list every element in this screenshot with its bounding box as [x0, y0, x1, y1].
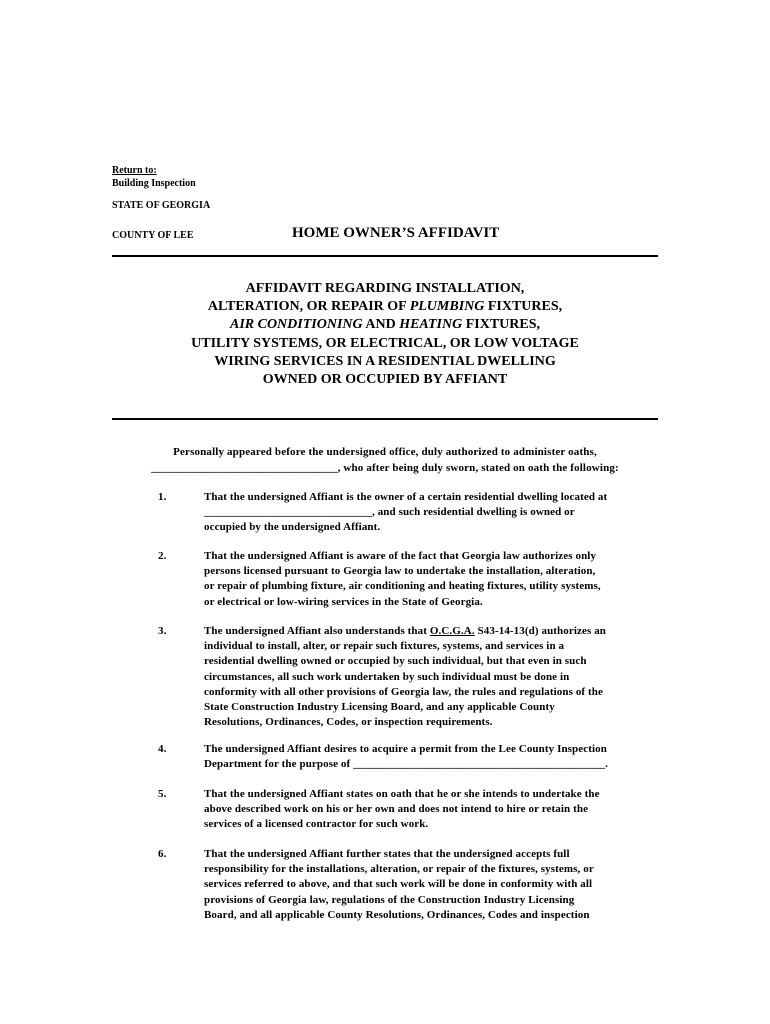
- item-line: individual to install, alter, or repair such fixtures, systems, and services in a: [204, 640, 565, 653]
- item-line: That the undersigned Affiant states on oath that he or she intends to undertake the: [204, 788, 600, 800]
- item-line: residential dwelling owned or occupied by such individual, but that even in such: [204, 655, 587, 668]
- intro-paragraph: [112, 445, 658, 476]
- item-line: circumstances, all such work undertaken by such individual must be done in: [204, 670, 570, 683]
- item-text-segment: The undersigned Affiant also understands that: [204, 625, 430, 637]
- subtitle-text: AND: [362, 317, 400, 333]
- subtitle-text: FIXTURES,: [484, 299, 563, 315]
- top-divider: [112, 255, 658, 257]
- item-number: 2.: [158, 550, 167, 562]
- subtitle-italic-text: PLUMBING: [409, 299, 485, 315]
- item-line: services referred to above, and that such work will be done in conformity with all: [204, 878, 593, 891]
- item-line: State Construction Industry Licensing Board, and any applicable County: [204, 701, 555, 714]
- department-label: Building Inspection: [112, 178, 196, 189]
- item-line: Board, and all applicable County Resolutions, Ordinances, Codes and inspection: [204, 908, 590, 921]
- item-line: or repair of plumbing fixture, air conditioning and heating fixtures, utility systems,: [204, 580, 601, 593]
- subtitle-italic-text: AIR CONDITIONING: [229, 317, 363, 333]
- item-line: That the undersigned Affiant further states that the undersigned accepts full: [204, 848, 570, 860]
- subtitle-line: WIRING SERVICES IN A RESIDENTIAL DWELLING: [214, 353, 556, 369]
- item-number: 6.: [158, 848, 167, 860]
- item-line: Department for the purpose of _____________________________________________.: [204, 758, 608, 771]
- item-number: 4.: [158, 743, 167, 755]
- intro-line: Personally appeared before the undersigned office, duly authorized to administer oaths,: [173, 446, 597, 458]
- item-line: The undersigned Affiant desires to acquire a permit from the Lee County Inspection: [204, 743, 607, 755]
- subtitle-line: [112, 316, 658, 334]
- item-number: 3.: [158, 625, 167, 637]
- item-text: [204, 624, 674, 730]
- item-line: ______________________________, and such residential dwelling is owned or: [204, 506, 575, 519]
- item-text: [204, 490, 674, 536]
- item-text: [204, 549, 674, 610]
- item-line: responsibility for the installations, alteration, or repair of the fixtures, systems, or: [204, 863, 594, 876]
- county-label: COUNTY OF LEE: [112, 230, 194, 241]
- item-number: 1.: [158, 491, 167, 503]
- subtitle-text: FIXTURES,: [462, 317, 540, 333]
- bottom-divider: [112, 418, 658, 420]
- item-line: persons licensed pursuant to Georgia law to undertake the installation, alteration,: [204, 565, 596, 578]
- item-text: [204, 742, 674, 772]
- item-line: [204, 624, 674, 639]
- item-text: [204, 847, 674, 923]
- item-line: occupied by the undersigned Affiant.: [204, 521, 381, 534]
- subtitle-italic-text: HEATING: [399, 317, 463, 333]
- item-line: services of a licensed contractor for such work.: [204, 818, 429, 831]
- item-line: That the undersigned Affiant is aware of the fact that Georgia law authorizes only: [204, 550, 597, 562]
- item-line: That the undersigned Affiant is the owner of a certain residential dwelling located at: [204, 491, 608, 503]
- item-line: conformity with all other provisions of Georgia law, the rules and regulations of the: [204, 685, 603, 698]
- item-line: above described work on his or her own and does not intend to hire or retain the: [204, 803, 589, 816]
- subtitle-text: ALTERATION, OR REPAIR OF: [207, 299, 410, 315]
- item-line: Resolutions, Ordinances, Codes, or inspection requirements.: [204, 716, 493, 729]
- affidavit-subtitle: [112, 280, 658, 389]
- item-line: or electrical or low-wiring services in the State of Georgia.: [204, 595, 483, 608]
- document-title: HOME OWNER’S AFFIDAVIT: [292, 225, 500, 241]
- subtitle-line: OWNED OR OCCUPIED BY AFFIANT: [262, 372, 508, 388]
- intro-line: _________________________________, who after being duly sworn, stated on oath the following:: [151, 461, 619, 474]
- subtitle-line: UTILITY SYSTEMS, OR ELECTRICAL, OR LOW VOLTAGE: [191, 335, 579, 351]
- subtitle-line: [112, 298, 658, 316]
- state-label: STATE OF GEORGIA: [112, 200, 211, 211]
- item-line: provisions of Georgia law, regulations of the Construction Industry Licensing: [204, 893, 575, 906]
- item-number: 5.: [158, 788, 167, 800]
- item-text-segment: S43-14-13(d) authorizes an: [474, 625, 607, 637]
- subtitle-line: AFFIDAVIT REGARDING INSTALLATION,: [245, 281, 525, 296]
- item-text: [204, 787, 674, 833]
- return-to-label: Return to:: [112, 165, 157, 176]
- ocga-reference: O.C.G.A.: [429, 625, 475, 637]
